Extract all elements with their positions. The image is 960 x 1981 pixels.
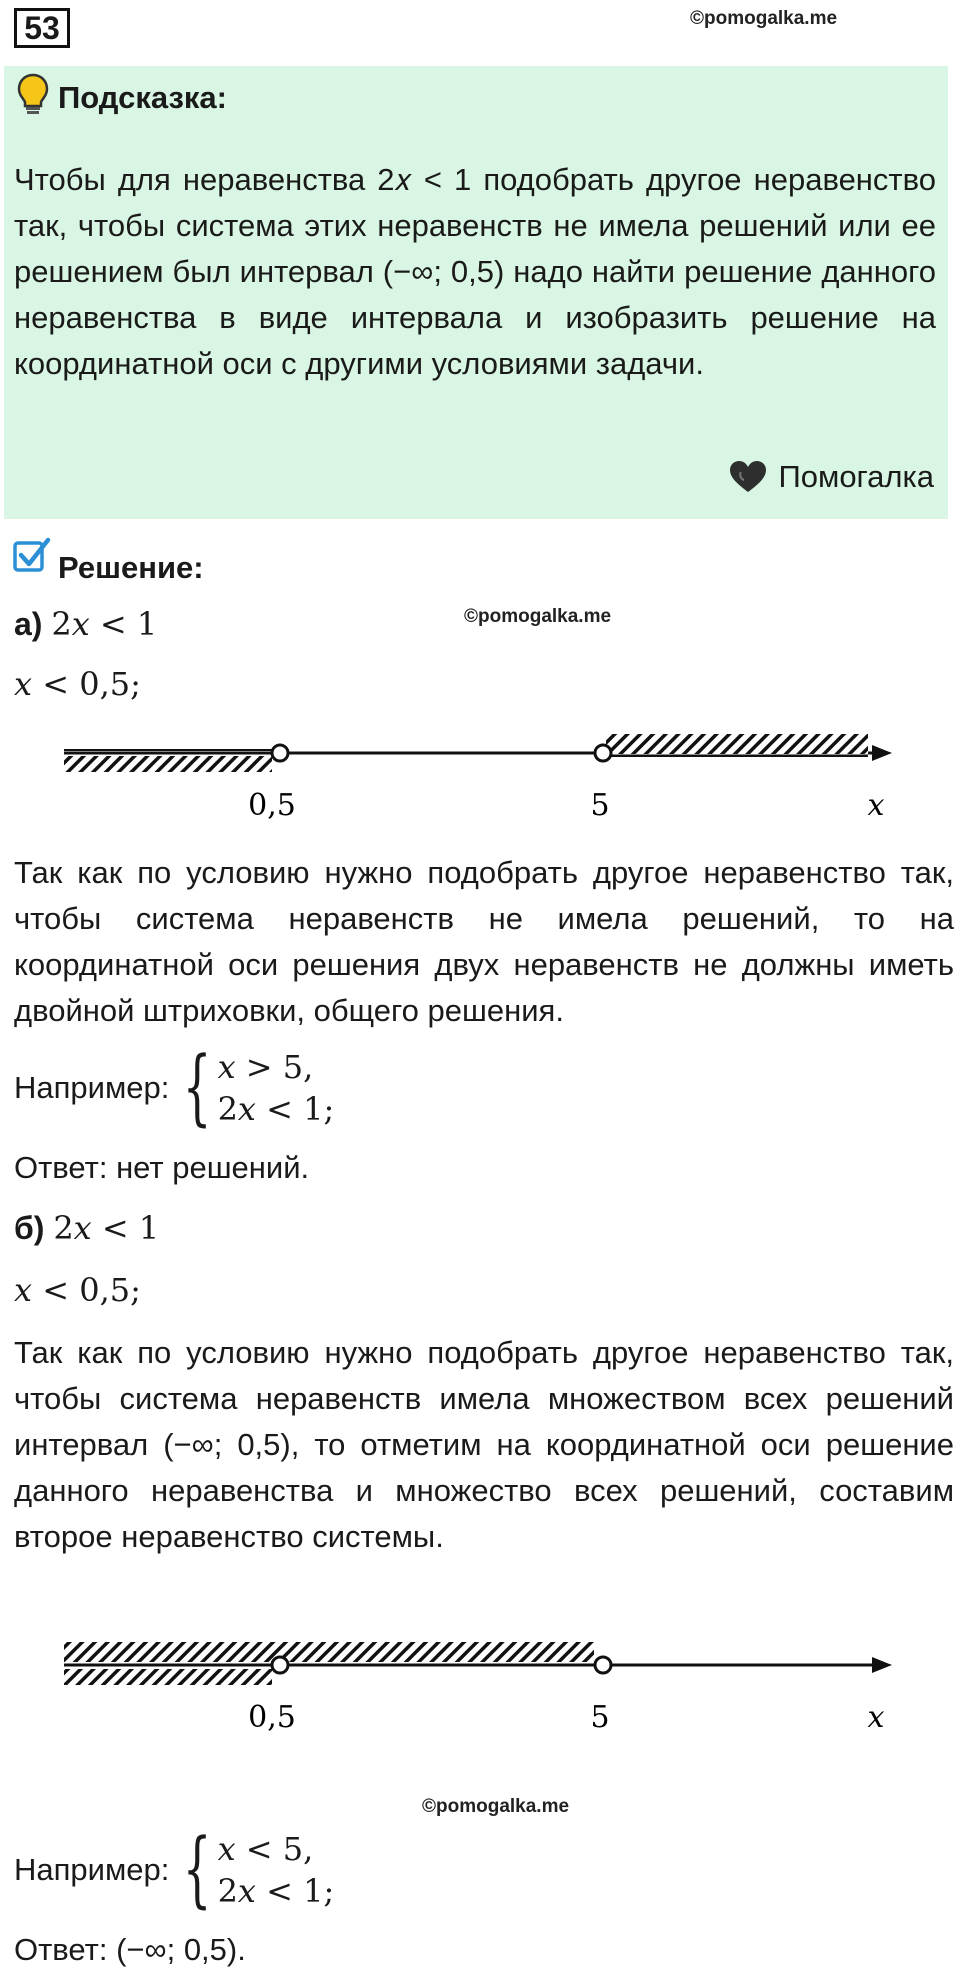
number-line-b [0, 1620, 960, 1740]
tick-label-05: 0,5 [248, 788, 296, 823]
system-line-1: 𝑥 > 5, [217, 1048, 314, 1086]
system-line-1: 𝑥 < 5, [217, 1830, 314, 1868]
part-a-label: а) [14, 606, 43, 642]
system-brace: { [183, 1040, 212, 1135]
hint-title: Подсказка: [58, 80, 227, 115]
watermark: ©pomogalka.me [464, 606, 612, 627]
hatch-region-x-lt-05 [64, 756, 272, 772]
hatch-region-x-gt-5 [606, 734, 868, 754]
example-label: Например: [14, 1852, 170, 1887]
part-a-explanation: Так как по условию нужно подобрать другое неравенство так, чтобы система неравенств не имела решений, то на координатной оси решения двух неравенств не должны иметь двойной штриховки, общего решения. [14, 855, 954, 1028]
part-a-result: 𝑥 < 0,5; [14, 665, 141, 703]
system-line-2: 2𝑥 < 1; [217, 1090, 335, 1128]
brand [728, 457, 934, 497]
tick-label-5: 5 [590, 788, 610, 823]
watermark: ©pomogalka.me [690, 8, 838, 29]
part-b-answer: Ответ: (−∞; 0,5). [14, 1932, 246, 1967]
system-line-2: 2𝑥 < 1; [217, 1872, 335, 1910]
example-label: Например: [14, 1070, 170, 1105]
system-brace: { [183, 1822, 212, 1917]
number-line-a [0, 710, 960, 830]
axis-arrow [872, 1657, 892, 1673]
lightbulb-icon [16, 72, 50, 116]
part-a-answer: Ответ: нет решений. [14, 1150, 310, 1185]
part-b-label: б) [14, 1210, 45, 1246]
task-number: 53 [14, 8, 70, 48]
part-a-example [14, 1040, 335, 1135]
axis-label-x: 𝑥 [867, 1700, 885, 1735]
open-point-05 [272, 745, 288, 761]
tick-label-5: 5 [590, 1700, 610, 1735]
checkbox-icon [12, 536, 52, 576]
open-point-5 [595, 745, 611, 761]
part-b-example [14, 1822, 335, 1917]
tick-label-05: 0,5 [248, 1700, 296, 1735]
watermark: ©pomogalka.me [422, 1796, 570, 1817]
hint-text: Чтобы для неравенства 2𝑥 < 1 подобрать другое неравенство так, чтобы система этих неравенств не имела решений или ее решением был интервал (−∞; 0,5) надо найти решение данного неравенства в виде интервала и изобразить решение на координатной оси с другими условиями задачи. [14, 162, 936, 381]
part-b-result: 𝑥 < 0,5; [14, 1271, 141, 1309]
brand-label: Помогалка [778, 459, 934, 494]
solution-title: Решение: [58, 550, 204, 585]
part-b-inequality: 2𝑥 < 1 [53, 1209, 160, 1247]
hatch-region-x-lt-5 [64, 1642, 594, 1662]
open-point-5 [595, 1657, 611, 1673]
hatch-region-x-lt-05 [64, 1669, 272, 1685]
heart-icon [728, 459, 768, 495]
part-a-inequality: 2𝑥 < 1 [51, 605, 158, 643]
axis-arrow [872, 745, 892, 761]
part-b-heading [14, 1206, 159, 1250]
part-a-heading [14, 602, 157, 646]
part-b-explanation: Так как по условию нужно подобрать другое неравенство так, чтобы система неравенств имела множеством всех решений интервал (−∞; 0,5), то отметим на координатной оси решение данного неравенства и множество всех решений, составим второе неравенство системы. [14, 1335, 954, 1554]
open-point-05 [272, 1657, 288, 1673]
axis-label-x: 𝑥 [867, 788, 885, 823]
